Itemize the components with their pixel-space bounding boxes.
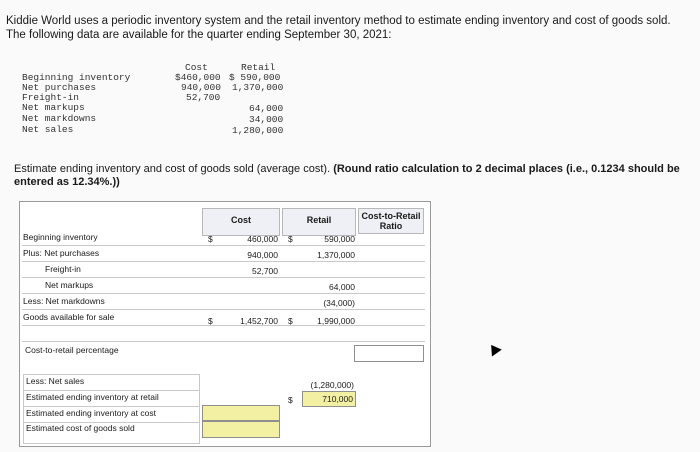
cost-goods-available: 1,452,700 — [240, 316, 278, 326]
given-retail: 34,000 — [249, 114, 284, 125]
label-cost-of-goods-sold: Estimated cost of goods sold — [26, 423, 135, 433]
row-label-net-markdowns: Less: Net markdowns — [23, 296, 105, 306]
label-ending-inventory-cost: Estimated ending inventory at cost — [26, 408, 156, 418]
intro-line-2: The following data are available for the quarter ending September 30, 2021: — [6, 29, 392, 41]
cost-of-goods-sold-input[interactable] — [202, 421, 280, 438]
mouse-cursor-icon — [486, 341, 502, 356]
header-ratio: Cost-to-Retail Ratio — [358, 208, 424, 234]
retail-net-markdowns: (34,000) — [323, 298, 355, 308]
worksheet-table — [19, 201, 431, 447]
given-retail: $ 590,000 — [229, 72, 281, 83]
given-label: Net markups — [22, 102, 85, 113]
given-retail: 1,280,000 — [232, 125, 284, 136]
row-label-freight-in: Freight-in — [45, 264, 81, 274]
retail-net-markups: 64,000 — [329, 282, 355, 292]
ending-inventory-at-cost-input[interactable] — [202, 405, 280, 421]
row-label-goods-available: Goods available for sale — [23, 312, 115, 322]
row-label-net-markups: Net markups — [45, 280, 94, 290]
question-text — [14, 163, 694, 189]
label-net-sales: Less: Net sales — [26, 376, 85, 386]
given-label: Net purchases — [22, 82, 97, 93]
given-cost: $460,000 — [175, 72, 221, 83]
cost-to-retail-ratio-input[interactable] — [354, 345, 424, 362]
retail-ending-inventory: 710,000 — [322, 394, 353, 404]
header-retail: Retail — [282, 208, 356, 236]
cost-dollar-sign: $ — [208, 234, 213, 244]
intro-line-1: Kiddie World uses a periodic inventory system and the retail inventory method to estimate ending inventory and cost of goods sold. — [6, 15, 671, 27]
problem-intro — [6, 14, 696, 42]
question-plain: Estimate ending inventory and cost of goods sold (average cost). — [14, 163, 334, 175]
given-label: Net sales — [22, 124, 74, 135]
row-label-net-purchases: Plus: Net purchases — [23, 248, 100, 258]
given-label: Net markdowns — [22, 113, 97, 124]
ending-inventory-retail-field — [302, 391, 356, 407]
given-cost: 940,000 — [181, 82, 221, 93]
given-header-cost: Cost — [185, 62, 208, 73]
retail-beginning-inventory: 590,000 — [324, 234, 355, 244]
retail-dollar-sign: $ — [288, 234, 293, 244]
ratio-label: Cost-to-retail percentage — [25, 345, 119, 355]
retail-dollar-sign: $ — [288, 395, 293, 405]
given-retail: 64,000 — [249, 103, 284, 114]
retail-net-sales: (1,280,000) — [310, 380, 354, 390]
retail-dollar-sign: $ — [288, 316, 293, 326]
given-label: Freight-in — [22, 92, 80, 103]
retail-net-purchases: 1,370,000 — [317, 250, 355, 260]
cost-beginning-inventory: 460,000 — [247, 234, 278, 244]
given-retail: 1,370,000 — [232, 82, 284, 93]
header-cost: Cost — [202, 208, 280, 236]
given-cost: 52,700 — [186, 92, 221, 103]
cost-freight-in: 52,700 — [252, 266, 278, 276]
row-label-beginning-inventory: Beginning inventory — [23, 232, 98, 242]
label-ending-inventory-retail: Estimated ending inventory at retail — [26, 392, 159, 402]
cost-dollar-sign: $ — [208, 316, 213, 326]
given-header-retail: Retail — [241, 62, 276, 73]
cost-net-purchases: 940,000 — [247, 250, 278, 260]
question-bold: (Round ratio calculation to 2 decimal places (i.e., 0.1234 should be entered as 12.34%.)) — [14, 163, 680, 188]
retail-goods-available: 1,990,000 — [317, 316, 355, 326]
given-label: Beginning inventory — [22, 72, 131, 83]
